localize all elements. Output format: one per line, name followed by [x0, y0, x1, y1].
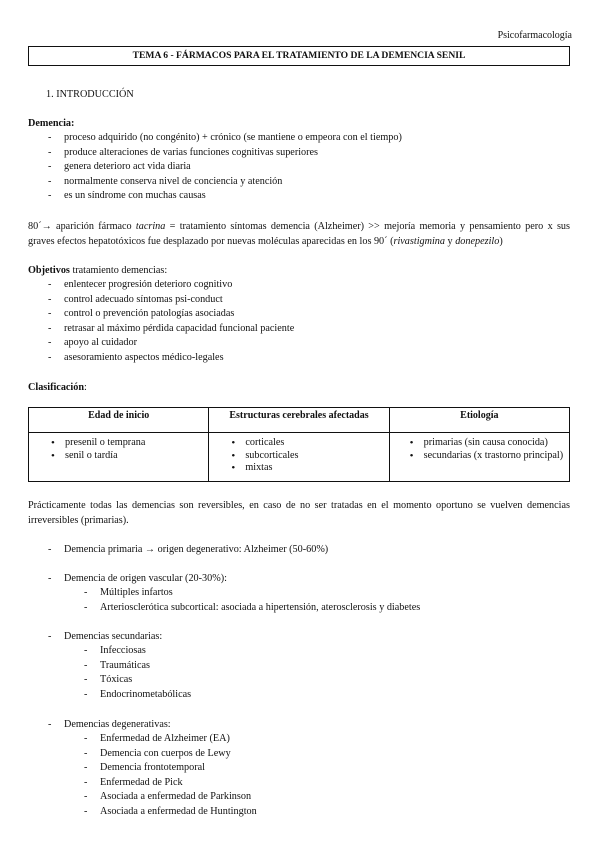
column-header: Estructuras cerebrales afectadas: [209, 408, 389, 433]
list-item: • presenil o temprana: [29, 437, 208, 450]
classification-table: [28, 407, 570, 482]
drug-name: rivastigmina: [393, 235, 445, 247]
table-row: [29, 433, 570, 482]
list-item: - es un síndrome con muchas causas: [28, 189, 570, 204]
list-item: - Demencia primaria → origen degenerativo: Alzheimer (50-60%): [28, 543, 570, 558]
group-primary: [28, 543, 570, 558]
section-heading: 1. INTRODUCCIÓN: [46, 89, 134, 100]
clasificacion-heading: Clasificación:: [28, 382, 87, 393]
objetivos-list: [28, 278, 570, 366]
list-item: - Enfermedad de Pick: [28, 776, 570, 791]
list-item: - genera deterioro act vida diaria: [28, 160, 570, 175]
demencia-list: [28, 131, 570, 204]
list-item: - Demencia de origen vascular (20-30%):: [28, 572, 570, 587]
page-title: TEMA 6 - FÁRMACOS PARA EL TRATAMIENTO DE LA DEMENCIA SENIL: [28, 46, 570, 66]
list-item: - Traumáticas: [28, 659, 570, 674]
list-item: • primarias (sin causa conocida): [390, 437, 569, 450]
list-item: - normalmente conserva nivel de conciencia y atención: [28, 175, 570, 190]
list-item: - Arteriosclerótica subcortical: asociada a hipertensión, aterosclerosis y diabetes: [28, 601, 570, 616]
list-item: - Demencias secundarias:: [28, 630, 570, 645]
list-item: - control adecuado síntomas psi-conduct: [28, 293, 570, 308]
table-header-row: [29, 408, 570, 433]
group-secundarias: [28, 630, 570, 645]
list-item: - Demencia con cuerpos de Lewy: [28, 747, 570, 762]
list-item: - Endocrinometabólicas: [28, 688, 570, 703]
demencia-heading: Demencia:: [28, 118, 75, 129]
list-item: • subcorticales: [209, 450, 388, 463]
table-cell: [389, 433, 569, 482]
list-item: - Enfermedad de Alzheimer (EA): [28, 732, 570, 747]
table-cell: [209, 433, 389, 482]
list-item: - enlentecer progresión deterioro cognitivo: [28, 278, 570, 293]
list-item: • senil o tardía: [29, 450, 208, 463]
list-item: - control o prevención patologías asociadas: [28, 307, 570, 322]
objetivos-heading: Objetivos tratamiento demencias:: [28, 265, 168, 276]
list-item: - asesoramiento aspectos médico-legales: [28, 351, 570, 366]
list-item: - Asociada a enfermedad de Huntington: [28, 805, 570, 820]
group-vascular: [28, 572, 570, 587]
group-degenerativas-sublist: [28, 732, 570, 820]
list-item: - retrasar al máximo pérdida capacidad funcional paciente: [28, 322, 570, 337]
list-item: - produce alteraciones de varias funciones cognitivas superiores: [28, 146, 570, 161]
list-item: - Demencias degenerativas:: [28, 718, 570, 733]
column-header: Etiología: [389, 408, 569, 433]
list-item: - apoyo al cuidador: [28, 336, 570, 351]
reversible-paragraph: Prácticamente todas las demencias son reversibles, en caso de no ser tratadas en el momento oportuno se vuelven demencias irreversibles (primarias).: [28, 500, 570, 526]
running-header: Psicofarmacología: [497, 30, 572, 41]
list-item: - Infecciosas: [28, 644, 570, 659]
column-header: Edad de inicio: [29, 408, 209, 433]
list-item: • mixtas: [209, 462, 388, 475]
group-degenerativas: [28, 718, 570, 733]
list-item: - Asociada a enfermedad de Parkinson: [28, 790, 570, 805]
table-cell: [29, 433, 209, 482]
list-item: - proceso adquirido (no congénito) + crónico (se mantiene o empeora con el tiempo): [28, 131, 570, 146]
list-item: - Múltiples infartos: [28, 586, 570, 601]
drug-name: tacrina: [135, 221, 166, 232]
group-vascular-sublist: [28, 586, 570, 615]
drug-name: donepezilo: [455, 235, 500, 247]
list-item: - Tóxicas: [28, 673, 570, 688]
list-item: - Demencia frontotemporal: [28, 761, 570, 776]
group-secundarias-sublist: [28, 644, 570, 702]
history-paragraph: 80´→ aparición fármaco tacrina = tratamiento síntomas demencia (Alzheimer) >> mejoría memoria y pensamiento pero x sus graves efectos hepatotóxicos fue desplazado por nuevas moléculas aparecidas en los 90´ (rivastigmina y donepezilo): [28, 221, 570, 247]
list-item: • corticales: [209, 437, 388, 450]
list-item: • secundarias (x trastorno principal): [390, 450, 569, 463]
